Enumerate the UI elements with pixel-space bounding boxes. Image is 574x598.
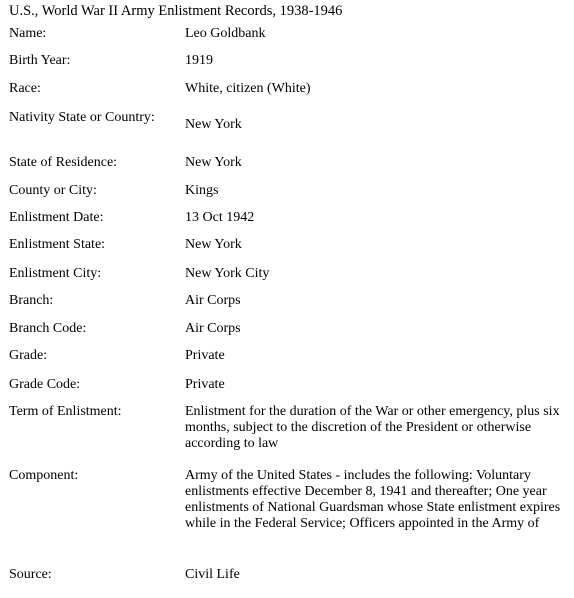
field-label: County or City: (9, 183, 97, 198)
field-value: Enlistment for the duration of the War or other emergency, plus six months, subject to the discretion of the President or otherwise according to law (185, 404, 560, 451)
field-value: Kings (185, 183, 219, 198)
field-value: New York (185, 155, 242, 170)
field-value: Army of the United States - includes the following: Voluntary enlistments effective December 8, 1941 and thereafter; One year enlistments of National Guardsman whose State enlistment expires while in the Federal Service; Officers appointed in the Army of (185, 468, 561, 531)
field-value: 13 Oct 1942 (185, 210, 255, 225)
field-label: State of Residence: (9, 155, 118, 170)
field-label: Grade: (9, 348, 48, 363)
field-value: Private (185, 377, 225, 392)
field-label: Branch Code: (9, 321, 87, 336)
field-value: White, citizen (White) (185, 81, 311, 96)
field-value: New York City (185, 266, 270, 281)
field-label: Source: (9, 567, 52, 582)
field-value: Private (185, 348, 225, 363)
field-label: Enlistment Date: (9, 210, 104, 225)
field-label: Race: (9, 81, 41, 96)
field-label: Grade Code: (9, 377, 81, 392)
field-value: Air Corps (185, 293, 241, 308)
field-label: Nativity State or Country: (9, 110, 155, 125)
page-title: U.S., World War II Army Enlistment Records, 1938-1946 (9, 3, 343, 19)
field-label: Component: (9, 468, 79, 483)
field-value: New York (185, 117, 242, 132)
field-value: Civil Life (185, 567, 240, 582)
field-label: Branch: (9, 293, 54, 308)
field-label: Enlistment City: (9, 266, 102, 281)
field-value: 1919 (185, 53, 213, 68)
field-label: Name: (9, 26, 47, 41)
field-label: Birth Year: (9, 53, 71, 68)
field-value: Air Corps (185, 321, 241, 336)
field-value: Leo Goldbank (185, 26, 266, 41)
field-label: Enlistment State: (9, 237, 106, 252)
field-value: New York (185, 237, 242, 252)
field-label: Term of Enlistment: (9, 404, 122, 419)
